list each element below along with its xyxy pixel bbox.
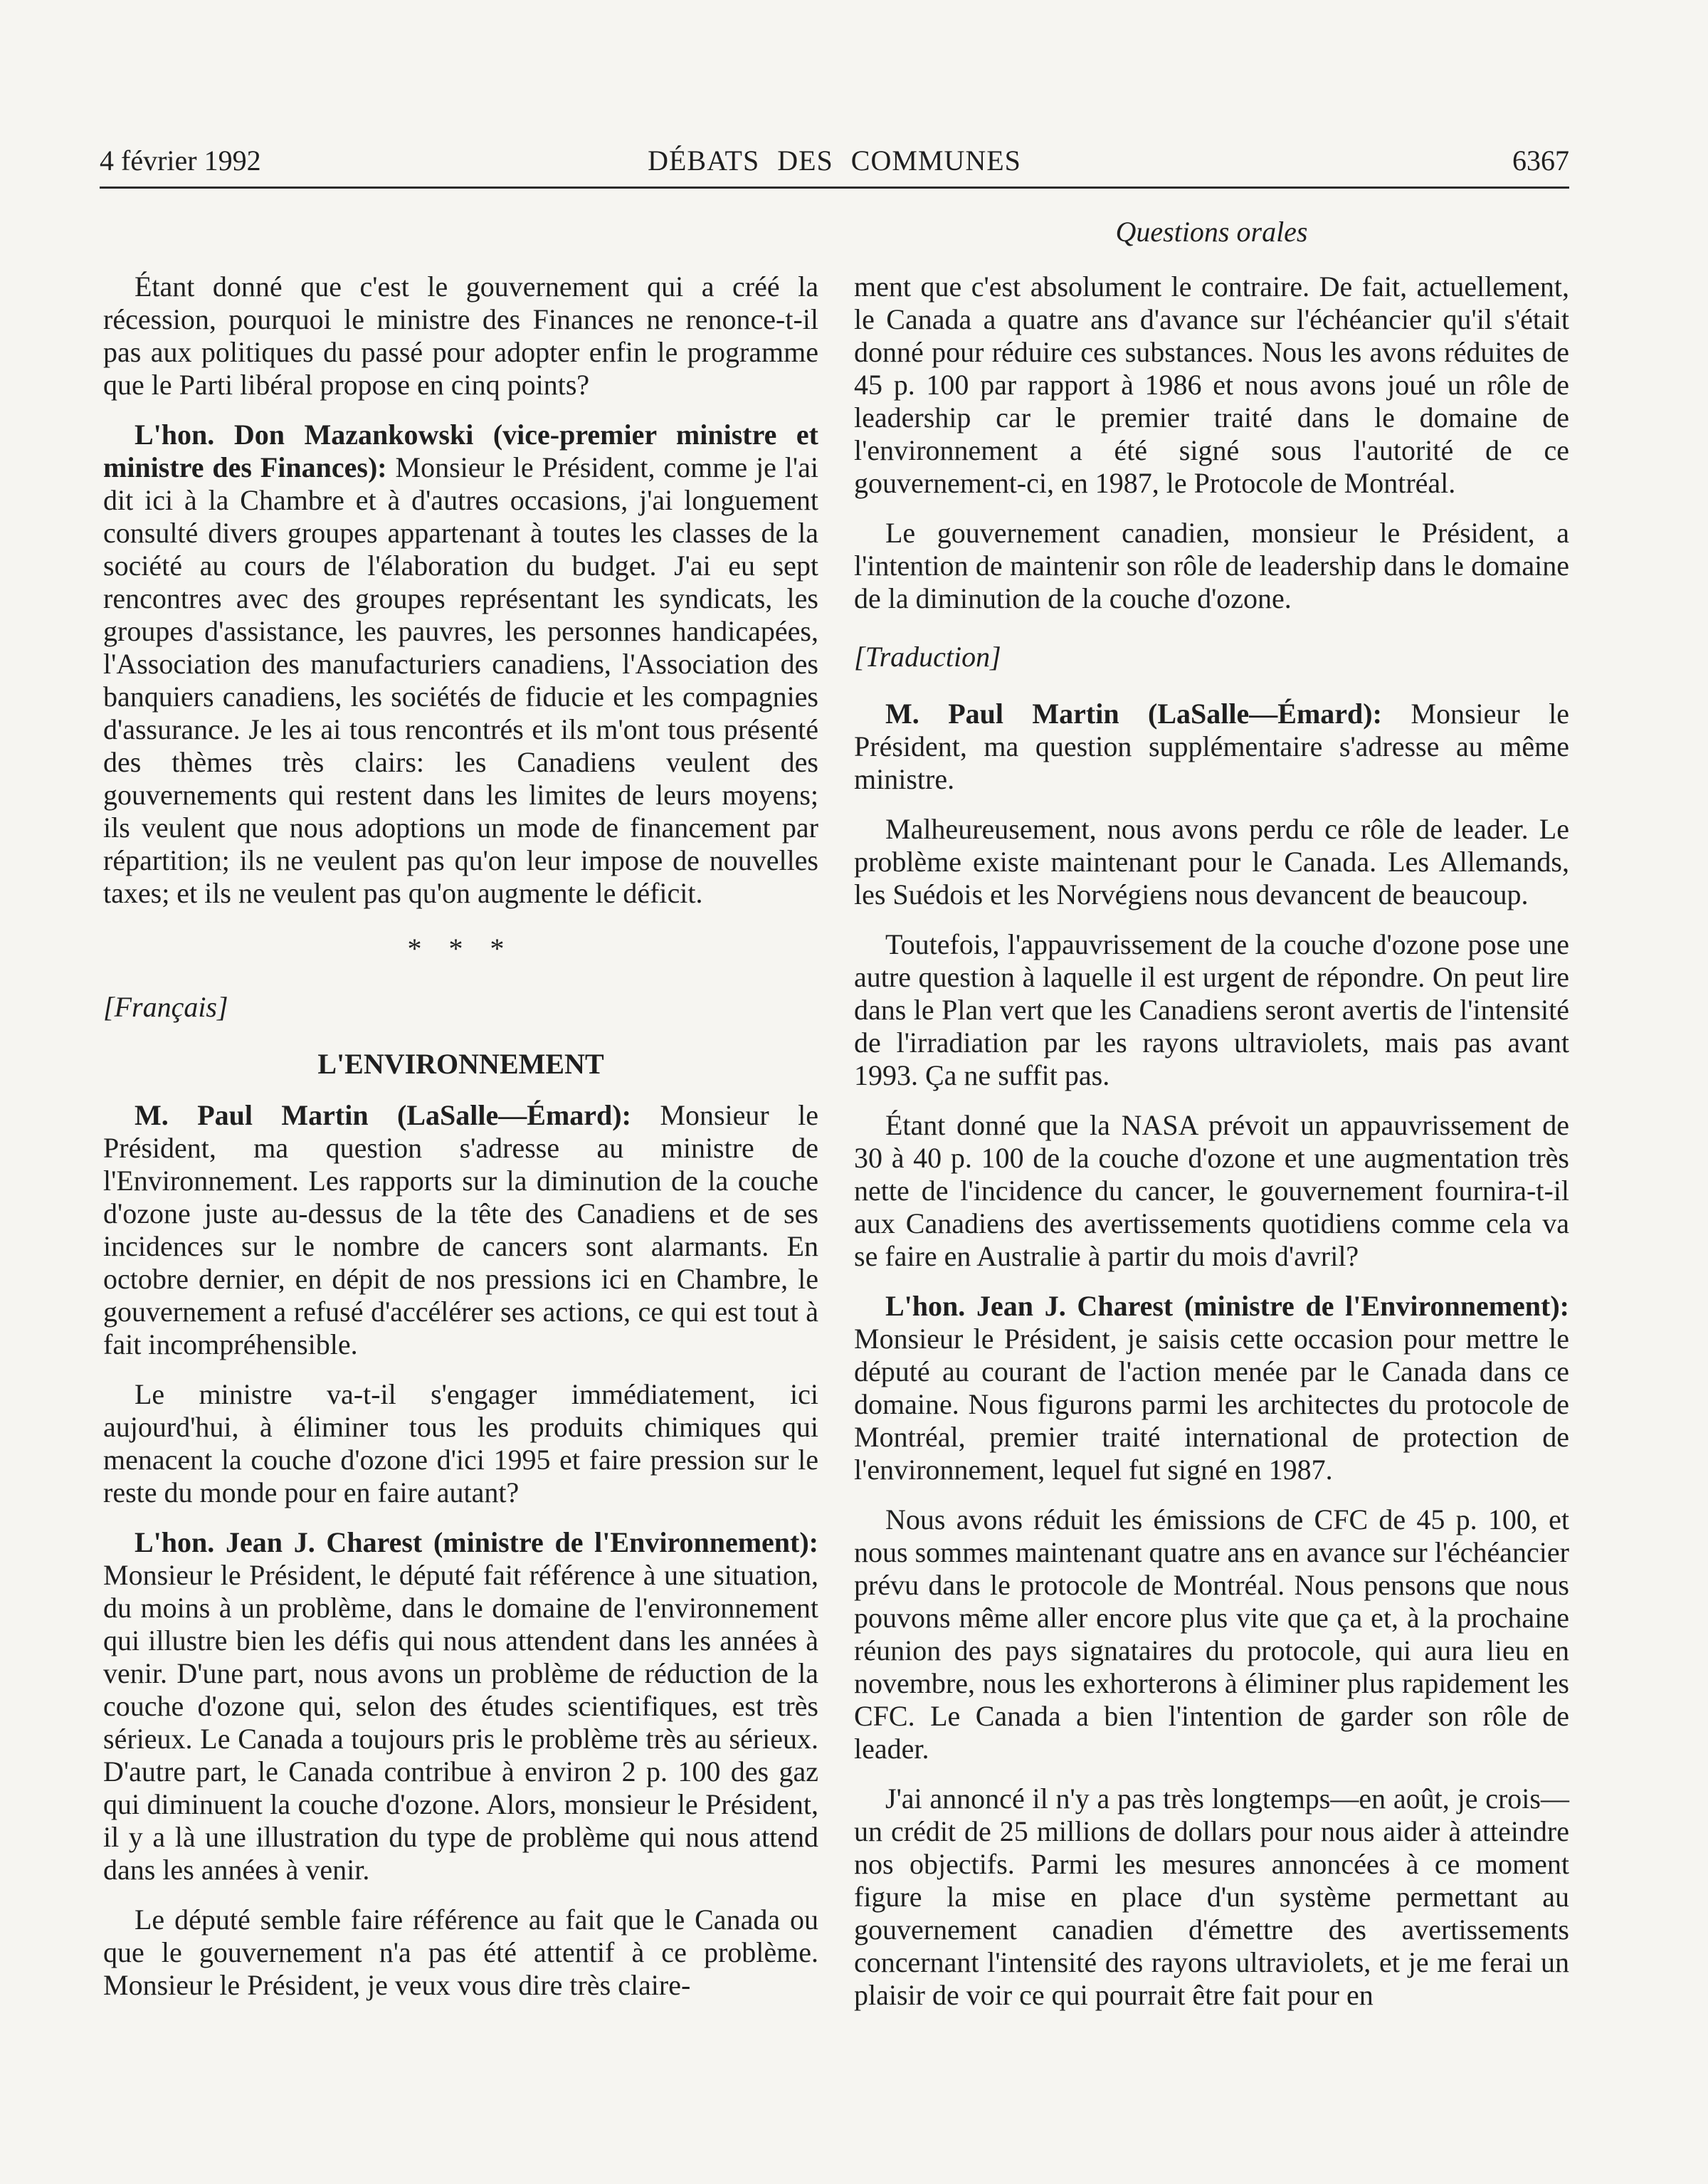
paragraph bbox=[103, 419, 818, 910]
speech-text: Monsieur le Président, ma question s'adresse au ministre de l'Environnement. Les rapports sur la diminution de la couche d'ozone juste au-dessus de la tête des Canadiens et de ses incidences sur le nombre de cancers sont alarmants. En octobre dernier, en dépit de nos pressions ici en Chambre, le gouvernement a refusé d'accélérer ses actions, ce qui est tout à fait incompréhensible. bbox=[103, 1099, 819, 1360]
paragraph bbox=[103, 1526, 818, 1886]
paragraph: Étant donné que la NASA prévoit un appauvrissement de 30 à 40 p. 100 de la couche d'ozone et une augmentation très nette de l'incidence du cancer, le gouvernement fournira-t-il aux Canadiens des avertissements quotidiens comme cela va se faire en Australie à partir du mois d'avril? bbox=[854, 1109, 1569, 1272]
paragraph: Malheureusement, nous avons perdu ce rôle de leader. Le problème existe maintenant pour le Canada. Les Allemands, les Suédois et les Norvégiens nous devancent de beaucoup. bbox=[854, 813, 1569, 910]
paragraph-continued: ment que c'est absolument le contraire. De fait, actuellement, le Canada a quatre ans d'avance sur l'échéancier qu'il s'était donné pour réduire ces substances. Nous les avons réduites de 45 p. 100 par rapport à 1986 et nous avons joué un rôle de leadership car le premier traité dans le domaine de l'environnement a été signé sous l'autorité de ce gouvernement-ci, en 1987, le Protocole de Montréal. bbox=[854, 271, 1569, 499]
paragraph: Toutefois, l'appauvrissement de la couche d'ozone pose une autre question à laquelle il est urgent de répondre. On peut lire dans le Plan vert que les Canadiens seront avertis de l'intensité de l'irradiation par les rayons ultraviolets, mais pas avant 1993. Ça ne suffit pas. bbox=[854, 928, 1569, 1091]
paragraph bbox=[103, 1099, 818, 1361]
section-label: Questions orales bbox=[1115, 216, 1308, 248]
speaker-name: L'hon. Jean J. Charest (ministre de l'Environnement): bbox=[885, 1290, 1569, 1322]
paragraph: Nous avons réduit les émissions de CFC de 45 p. 100, et nous sommes maintenant quatre ans en avance sur l'échéancier prévu dans le protocole de Montréal. Nous pensons que nous pouvons même aller encore plus vite que ça et, à la prochaine réunion des pays signataires du protocole, qui aura lieu en novembre, nous les exhorterons à éliminer plus rapidement les CFC. Le Canada a bien l'intention de garder son rôle de leader. bbox=[854, 1503, 1569, 1765]
speech-text: Monsieur le Président, comme je l'ai dit ici à la Chambre et à d'autres occasions, j'ai longuement consulté divers groupes appartenant à toutes les classes de la société au cours de l'élaboration du budget. J'ai eu sept rencontres avec des groupes représentant les syndicats, les groupes d'assistance, les pauvres, les personnes handicapées, l'Association des manufacturiers canadiens, l'Association des banquiers canadiens, les sociétés de fiducie et les compagnies d'assurance. Je les ai tous rencontrés et ils m'ont tous présenté des thèmes très clairs: les Canadiens veulent des gouvernements qui restent dans les limites de leurs moyens; ils veulent que nous adoptions un mode de financement par répartition; ils ne veulent pas qu'on leur impose de nouvelles taxes; et ils ne veulent pas qu'on augmente le déficit. bbox=[103, 451, 818, 909]
paragraph: Le ministre va-t-il s'engager immédiatement, ici aujourd'hui, à éliminer tous les produits chimiques qui menacent la couche d'ozone d'ici 1995 et faire pression sur le reste du monde pour en faire autant? bbox=[103, 1378, 818, 1508]
section-heading: L'ENVIRONNEMENT bbox=[317, 1048, 604, 1080]
header-rule bbox=[100, 187, 1569, 189]
language-note: [Traduction] bbox=[854, 641, 1001, 673]
speech-text: Monsieur le Président, ma question supplémentaire s'adresse au même ministre. bbox=[854, 698, 1570, 795]
right-column bbox=[854, 271, 1569, 2029]
paragraph: Le député semble faire référence au fait que le Canada ou que le gouvernement n'a pas été attentif à ce problème. Monsieur le Président, je veux vous dire très claire- bbox=[103, 1904, 818, 2001]
speech-text: Monsieur le Président, je saisis cette occasion pour mettre le député au courant de l'action menée par le Canada dans ce domaine. Nous figurons parmi les architectes du protocole de Montréal, premier traité international de protection de l'environnement, lequel fut signé en 1987. bbox=[854, 1323, 1569, 1486]
paragraph: Étant donné que c'est le gouvernement qui a créé la récession, pourquoi le ministre des Finances ne renonce-t-il pas aux politiques du passé pour adopter enfin le programme que le Parti libéral propose en cinq points? bbox=[103, 271, 818, 401]
paragraph: Le gouvernement canadien, monsieur le Président, a l'intention de maintenir son rôle de leadership dans le domaine de la diminution de la couche d'ozone. bbox=[854, 517, 1569, 614]
section-separator: * * * bbox=[407, 933, 515, 965]
header-title: DÉBATS DES COMMUNES bbox=[648, 145, 1021, 177]
header-page-number: 6367 bbox=[1512, 145, 1569, 177]
left-column bbox=[103, 271, 818, 2019]
speaker-name: M. Paul Martin (LaSalle—Émard): bbox=[135, 1099, 631, 1131]
speaker-name: L'hon. Don Mazankowski (vice-premier ministre et ministre des Finances): bbox=[103, 419, 818, 483]
speech-text: Monsieur le Président, le député fait référence à une situation, du moins à un problème, dans le domaine de l'environnement qui illustre bien les défis qui nous attendent dans les années à venir. D'une part, nous avons un problème de réduction de la couche d'ozone qui, selon des études scientifiques, est très sérieux. Le Canada a toujours pris le problème très au sérieux. D'autre part, le Canada contribue à environ 2 p. 100 des gaz qui diminuent la couche d'ozone. Alors, monsieur le Président, il y a là une illustration du type de problème qui nous attend dans les années à venir. bbox=[103, 1559, 818, 1886]
header-date: 4 février 1992 bbox=[100, 145, 261, 177]
language-note: [Français] bbox=[103, 991, 228, 1023]
speaker-name: L'hon. Jean J. Charest (ministre de l'Environnement): bbox=[135, 1526, 818, 1558]
paragraph bbox=[854, 698, 1569, 796]
paragraph: J'ai annoncé il n'y a pas très longtemps—en août, je crois—un crédit de 25 millions de dollars pour nous aider à atteindre nos objectifs. Parmi les mesures annoncées à ce moment figure la mise en place d'un système permettant au gouvernement canadien d'émettre des avertissements concernant l'intensité des rayons ultraviolets, et je me ferai un plaisir de voir ce qui pourrait être fait pour en bbox=[854, 1783, 1569, 2011]
speaker-name: M. Paul Martin (LaSalle—Émard): bbox=[885, 698, 1382, 730]
page-header bbox=[100, 142, 1569, 179]
paragraph bbox=[854, 1290, 1569, 1486]
